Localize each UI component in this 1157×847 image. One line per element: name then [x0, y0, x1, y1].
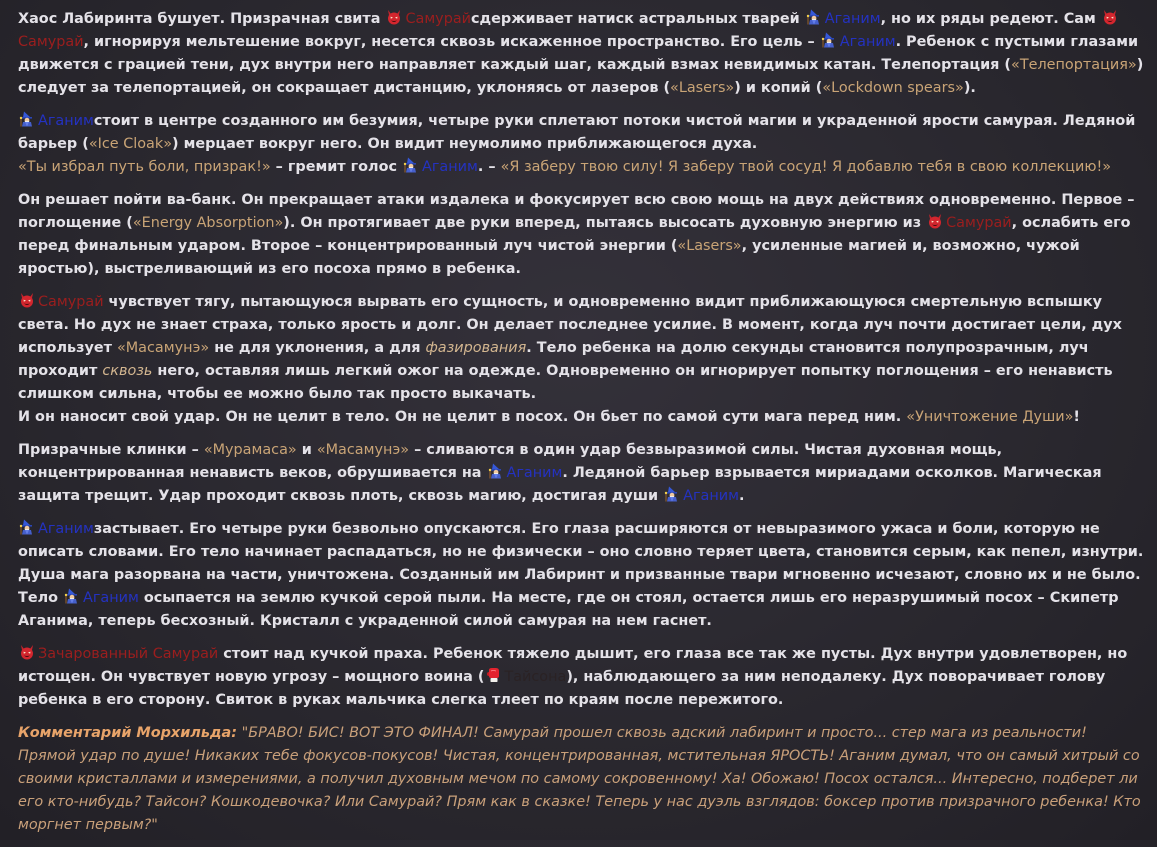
- character-samurai-full: Зачарованный Самурай: [38, 646, 219, 662]
- paragraph-labyrinth-chaos: Хаос Лабиринта бушует. Призрачная свита Самурайсдерживает натиск астральных тварей Аганим, но их ряды редеют. Сам Самурай, игнорируя мельтешение вокруг, несется сквозь искаженное пространство. Его цель – Аганим. Ребенок с пустыми глазами движется с грацией тени, дух внутри него направляет каждый шаг, каждый взмах невидимых катан. Телепортация («Телепортация») следует за телепортацией, он сокращает дистанцию, уклоняясь от лазеров («Lasers») и копий («Lockdown spears»).: [18, 11, 1144, 96]
- paragraph-aganim-stands: Аганимстоит в центре созданного им безумия, четыре руки сплетают потоки чистой магии и украденной ярости самурая. Ледяной барьер («Ice Cloak») мерцает вокруг него. Он видит неумолимо приближающегося духа.: [18, 113, 1136, 152]
- paragraph-aganim-speech: «Ты избрал путь боли, призрак!» – гремит голос Аганим. – «Я заберу твою силу! Я заберу твой сосуд! Я добавлю тебя в свою коллекцию!»: [18, 159, 1112, 175]
- mage-icon: [64, 588, 80, 604]
- character-aganim: Аганим: [422, 159, 478, 175]
- boxing-glove-icon: [485, 667, 501, 683]
- character-samurai: Самурай: [405, 11, 471, 27]
- character-aganim: Аганим: [839, 34, 896, 50]
- devil-face-icon: [1102, 9, 1118, 25]
- character-samurai: Самурай: [946, 215, 1012, 231]
- paragraph-phasing: Самурай чувствует тягу, пытающуюся вырвать его сущность, и одновременно видит приближающуюся смертельную вспышку света. Но дух не знает страха, только ярость и долг. Он делает последнее усилие. В момент, когда луч почти достигает цели, дух использует «Масамунэ» не для уклонения, а для фазирования. Тело ребенка на долю секунды становится полупрозрачным, луч проходит сквозь него, оставляя лишь легкий ожог на одежде. Одновременно он игнорирует попытку поглощения – его ненависть слишком сильна, чтобы ее можно было так просто выкачать.: [18, 294, 1122, 402]
- mage-icon: [664, 486, 680, 502]
- emphasis-through: сквозь: [102, 363, 153, 379]
- paragraph-aftermath: Зачарованный Самурай стоит над кучкой праха. Ребенок тяжело дышит, его глаза все так же пусты. Дух внутри удовлетворен, но истощен. Он чувствует новую угрозу – мощного воина ( Тайсона), наблюдающего за ним неподалеку. Дух поворачивает голову ребенка в его сторону. Свиток в руках мальчика слегка тлеет по краям после пережитого.: [18, 646, 1128, 708]
- character-aganim: Аганим: [824, 11, 881, 27]
- character-aganim: Аганим: [683, 488, 739, 504]
- character-aganim: Аганим: [506, 465, 563, 481]
- character-samurai: Самурай: [38, 294, 104, 310]
- emphasis-phasing: фазирования: [425, 340, 527, 356]
- spell-ice-cloak: «Ice Cloak»: [88, 136, 173, 152]
- devil-face-icon: [386, 9, 402, 25]
- commentator-label: Комментарий Морхильда:: [18, 725, 238, 741]
- spell-soul-destruction: «Уничтожение Души»: [906, 409, 1074, 425]
- spell-masamune: «Масамунэ»: [116, 340, 210, 356]
- spell-lasers: «Lasers»: [670, 80, 735, 96]
- character-aganim: Аганим: [38, 113, 94, 129]
- spell-masamune: «Масамунэ»: [316, 442, 410, 458]
- devil-face-icon: [927, 213, 943, 229]
- mage-icon: [806, 9, 822, 25]
- spell-muramasa: «Мурамаса»: [203, 442, 297, 458]
- quote-path-of-pain: «Ты избрал путь боли, призрак!»: [18, 159, 271, 175]
- character-aganim: Аганим: [83, 590, 139, 606]
- commentator-text: "БРАВО! БИС! ВОТ ЭТО ФИНАЛ! Самурай прошел сквозь адский лабиринт и просто... стер мага из реальности! Прямой удар по душе! Никаких тебе фокусов-покусов! Чистая, концентрированная, мстительная ЯРОСТЬ! Аганим думал, что он самый хитрый со своими кристаллами и измерениями, а получил духовным мечом по самому сокровенному! Ха! Обожаю! Посох остался... Интересно, подберет ли его кто-нибудь? Тайсон? Кошкодевочка? Или Самурай? Прям как в сказке! Теперь у нас дуэль взглядов: боксер против призрачного ребенка! Кто моргнет первым?": [18, 725, 1141, 833]
- spell-lasers: «Lasers»: [677, 238, 742, 254]
- mage-icon: [19, 519, 35, 535]
- mage-icon: [488, 463, 504, 479]
- character-aganim: Аганим: [38, 521, 94, 537]
- devil-face-icon: [19, 292, 35, 308]
- chat-message-body: [18, 8, 1148, 847]
- paragraph-all-in: Он решает пойти ва-банк. Он прекращает атаки издалека и фокусирует всю свою мощь на двух действиях одновременно. Первое – поглощение («Energy Absorption»). Он протягивает две руки вперед, пытаясь высосать духовную энергию из Самурай, ослабить его перед финальным ударом. Второе – концентрированный луч чистой энергии («Lasers», усиленные магией и, возможно, чужой яростью), выстреливающий из его посоха прямо в ребенка.: [18, 192, 1135, 277]
- mage-icon: [403, 157, 419, 173]
- character-tyson: Тайсона: [504, 669, 567, 685]
- spell-lockdown-spears: «Lockdown spears»: [822, 80, 964, 96]
- paragraph-strike: И он наносит свой удар. Он не целит в тело. Он не целит в посох. Он бьет по самой сути мага перед ним. «Уничтожение Души»!: [18, 409, 1080, 425]
- devil-face-icon: [19, 644, 35, 660]
- spell-teleport: «Телепортация»: [1011, 57, 1137, 73]
- quote-take-your-power: «Я заберу твою силу! Я заберу твой сосуд! Я добавлю тебя в свою коллекцию!»: [500, 159, 1112, 175]
- paragraph-aganim-falls: Аганимзастывает. Его четыре руки безвольно опускаются. Его глаза расширяются от невыразимого ужаса и боли, которую не описать словами. Его тело начинает распадаться, но не физически – оно словно теряет цвета, становится серым, как пепел, изнутри. Душа мага разорвана на части, уничтожена. Созданный им Лабиринт и призванные твари мгновенно исчезают, словно их и не было. Тело Аганим осыпается на землю кучкой серой пыли. На месте, где он стоял, остается лишь его неразрушимый посох – Скипетр Аганима, теперь бесхозный. Кристалл с украденной силой самурая на нем гаснет.: [18, 521, 1144, 629]
- mage-icon: [19, 111, 35, 127]
- commentator-block: [18, 722, 1148, 837]
- character-samurai: Самурай: [18, 34, 84, 50]
- paragraph-ghost-blades: Призрачные клинки – «Мурамаса» и «Масамунэ» – сливаются в один удар безвыразимой силы. Чистая духовная мощь, концентрированная ненависть веков, обрушивается на Аганим. Ледяной барьер взрывается мириадами осколков. Магическая защита трещит. Удар проходит сквозь плоть, сквозь магию, достигая души Аганим.: [18, 442, 1102, 504]
- spell-energy-absorption: «Energy Absorption»: [132, 215, 284, 231]
- mage-icon: [821, 32, 837, 48]
